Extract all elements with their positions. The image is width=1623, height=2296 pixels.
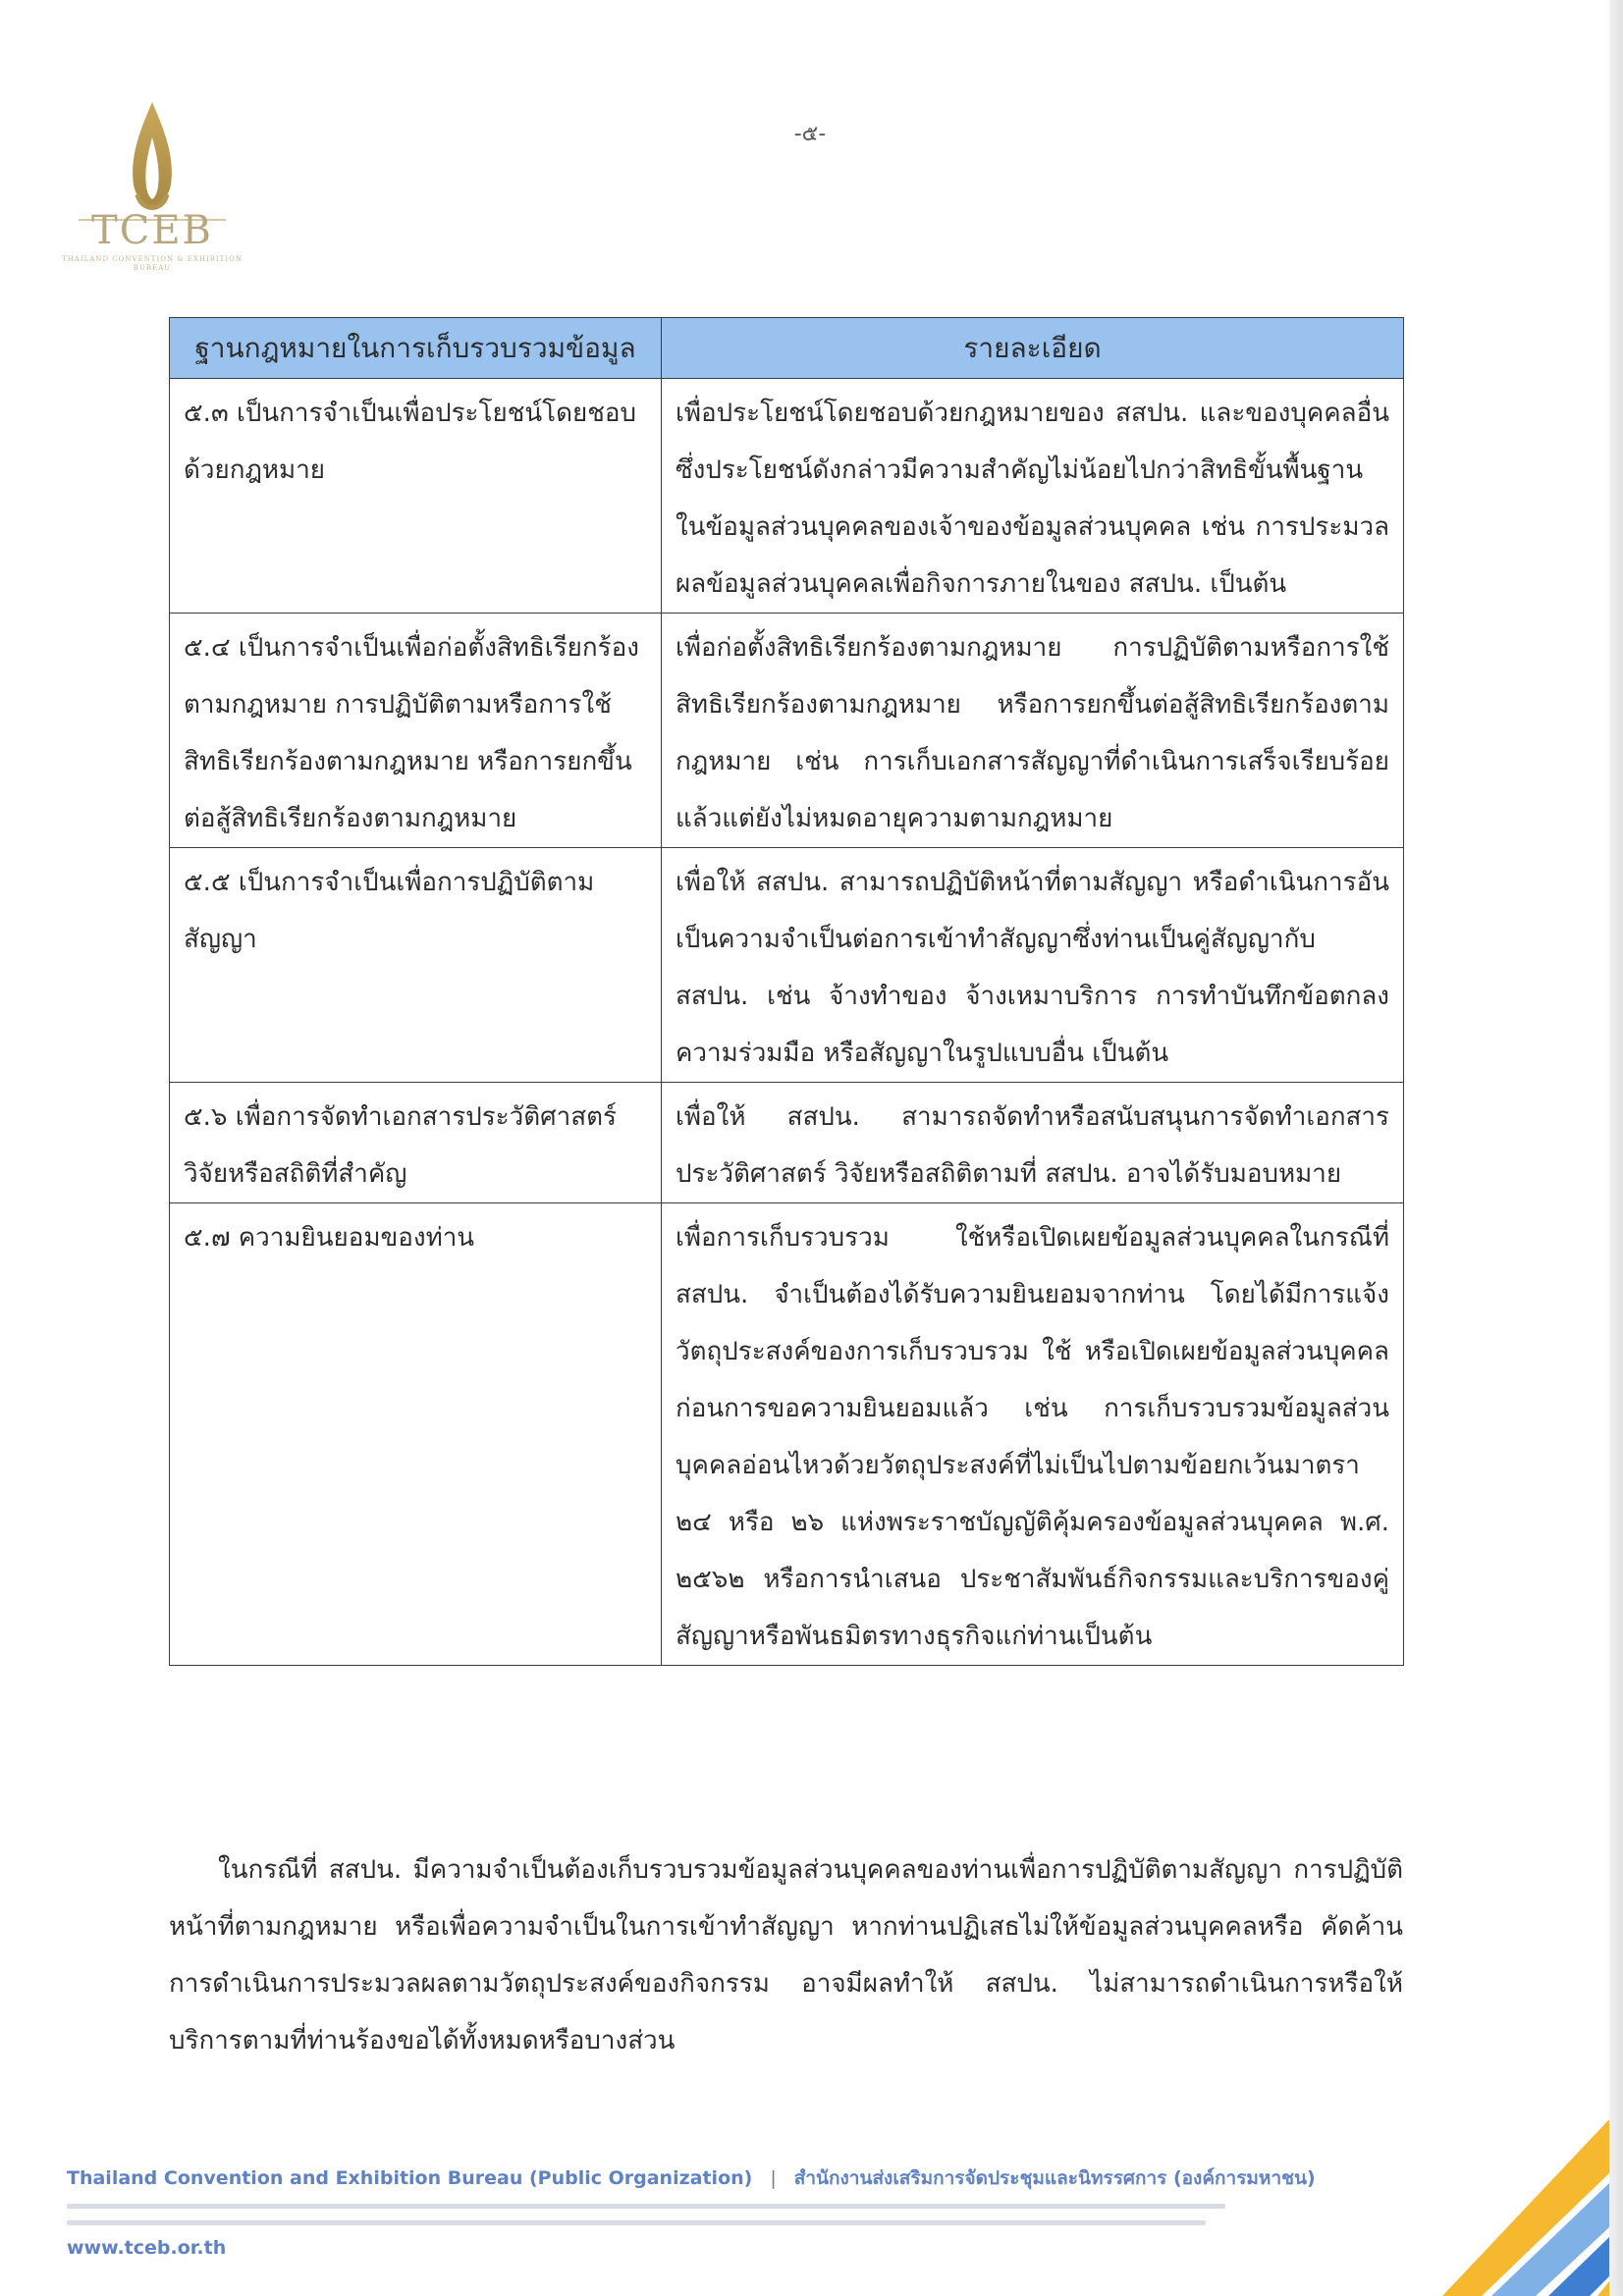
detail-cell: เพื่อการเก็บรวบรวม ใช้หรือเปิดเผยข้อมูลส่วนบุคคลในกรณีที่ สสปน. จำเป็นต้องได้รับความยินยอมจากท่าน โดยได้มีการแจ้งวัตถุประสงค์ของการเก็บรวบรวม ใช้ หรือเปิดเผยข้อมูลส่วนบุคคลก่อนการขอความยินยอมแล้ว เช่น การเก็บรวบรวมข้อมูลส่วนบุคคลอ่อนไหวด้วยวัตถุประสงค์ที่ไม่เป็นไปตามข้อยกเว้นมาตรา ๒๔ หรือ ๒๖ แห่งพระราชบัญญัติคุ้มครองข้อมูลส่วนบุคคล พ.ศ. ๒๕๖๒ หรือการนำเสนอ ประชาสัมพันธ์กิจกรรมและบริการของคู่สัญญาหรือพันธมิตรทางธุรกิจแก่ท่านเป็นต้น	[662, 1203, 1404, 1666]
footer-website-link[interactable]: www.tceb.or.th	[67, 2237, 227, 2259]
legal-basis-cell: ๕.๖ เพื่อการจัดทำเอกสารประวัติศาสตร์ วิจัยหรือสถิติที่สำคัญ	[170, 1083, 662, 1203]
detail-cell: เพื่อให้ สสปน. สามารถจัดทำหรือสนับสนุนการจัดทำเอกสารประวัติศาสตร์ วิจัยหรือสถิติตามที่ สสปน. อาจได้รับมอบหมาย	[662, 1083, 1404, 1203]
page-edge-shadow	[1609, 0, 1623, 2296]
legal-basis-cell: ๕.๓ เป็นการจำเป็นเพื่อประโยชน์โดยชอบด้วยกฎหมาย	[170, 379, 662, 614]
footer-organization-line	[67, 2164, 1343, 2192]
corner-stripes-decoration	[1442, 2080, 1609, 2296]
logo-subtext: THAILAND CONVENTION & EXHIBITION BUREAU	[62, 255, 243, 272]
table-row	[170, 848, 1404, 1083]
column-header-details: รายละเอียด	[662, 318, 1404, 379]
footer	[67, 2164, 1343, 2261]
page-number: -๕-	[793, 122, 827, 146]
table-row	[170, 614, 1404, 848]
tceb-logo	[59, 98, 245, 285]
detail-cell: เพื่อก่อตั้งสิทธิเรียกร้องตามกฎหมาย การปฏิบัติตามหรือการใช้สิทธิเรียกร้องตามกฎหมาย หรือการยกขึ้นต่อสู้สิทธิเรียกร้องตามกฎหมาย เช่น การเก็บเอกสารสัญญาที่ดำเนินการเสร็จเรียบร้อยแล้วแต่ยังไม่หมดอายุความตามกฎหมาย	[662, 614, 1404, 848]
column-header-legal-basis: ฐานกฎหมายในการเก็บรวบรวมข้อมูล	[170, 318, 662, 379]
detail-cell: เพื่อให้ สสปน. สามารถปฏิบัติหน้าที่ตามสัญญา หรือดำเนินการอันเป็นความจำเป็นต่อการเข้าทำสัญญาซึ่งท่านเป็นคู่สัญญากับ สสปน. เช่น จ้างทำของ จ้างเหมาบริการ การทำบันทึกข้อตกลงความร่วมมือ หรือสัญญาในรูปแบบอื่น เป็นต้น	[662, 848, 1404, 1083]
legal-basis-cell: ๕.๗ ความยินยอมของท่าน	[170, 1203, 662, 1666]
logo-wordmark: TCEB	[91, 208, 213, 253]
footer-address-line-en	[67, 2204, 1225, 2209]
legal-basis-table	[169, 317, 1404, 1666]
footer-address-line-th	[67, 2220, 1206, 2225]
tceb-flame-logo-icon	[59, 98, 245, 226]
legal-basis-cell: ๕.๕ เป็นการจำเป็นเพื่อการปฏิบัติตามสัญญา	[170, 848, 662, 1083]
table-header-row	[170, 318, 1404, 379]
closing-paragraph: ในกรณีที่ สสปน. มีความจำเป็นต้องเก็บรวบรวมข้อมูลส่วนบุคคลของท่านเพื่อการปฏิบัติตามสัญญา การปฏิบัติหน้าที่ตามกฎหมาย หรือเพื่อความจำเป็นในการเข้าทำสัญญา หากท่านปฏิเสธไม่ให้ข้อมูลส่วนบุคคลหรือ คัดค้านการดำเนินการประมวลผลตามวัตถุประสงค์ของกิจกรรม อาจมีผลทำให้ สสปน. ไม่สามารถดำเนินการหรือให้บริการตามที่ท่านร้องขอได้ทั้งหมดหรือบางส่วน	[169, 1855, 1403, 2056]
legal-basis-cell: ๕.๔ เป็นการจำเป็นเพื่อก่อตั้งสิทธิเรียกร้องตามกฎหมาย การปฏิบัติตามหรือการใช้สิทธิเรียกร้องตามกฎหมาย หรือการยกขึ้นต่อสู้สิทธิเรียกร้องตามกฎหมาย	[170, 614, 662, 848]
footer-org-name-th: สำนักงานส่งเสริมการจัดประชุมและนิทรรศการ (องค์การมหาชน)	[793, 2167, 1316, 2189]
detail-cell: เพื่อประโยชน์โดยชอบด้วยกฎหมายของ สสปน. และของบุคคลอื่น ซึ่งประโยชน์ดังกล่าวมีความสำคัญไม่น้อยไปกว่าสิทธิขั้นพื้นฐานในข้อมูลส่วนบุคคลของเจ้าของข้อมูลส่วนบุคคล เช่น การประมวลผลข้อมูลส่วนบุคคลเพื่อกิจการภายในของ สสปน. เป็นต้น	[662, 379, 1404, 614]
table-row	[170, 1083, 1404, 1203]
table-row	[170, 1203, 1404, 1666]
table-row	[170, 379, 1404, 614]
footer-separator: |	[770, 2167, 777, 2189]
footer-org-name-en: Thailand Convention and Exhibition Bureau (Public Organization)	[67, 2167, 753, 2189]
